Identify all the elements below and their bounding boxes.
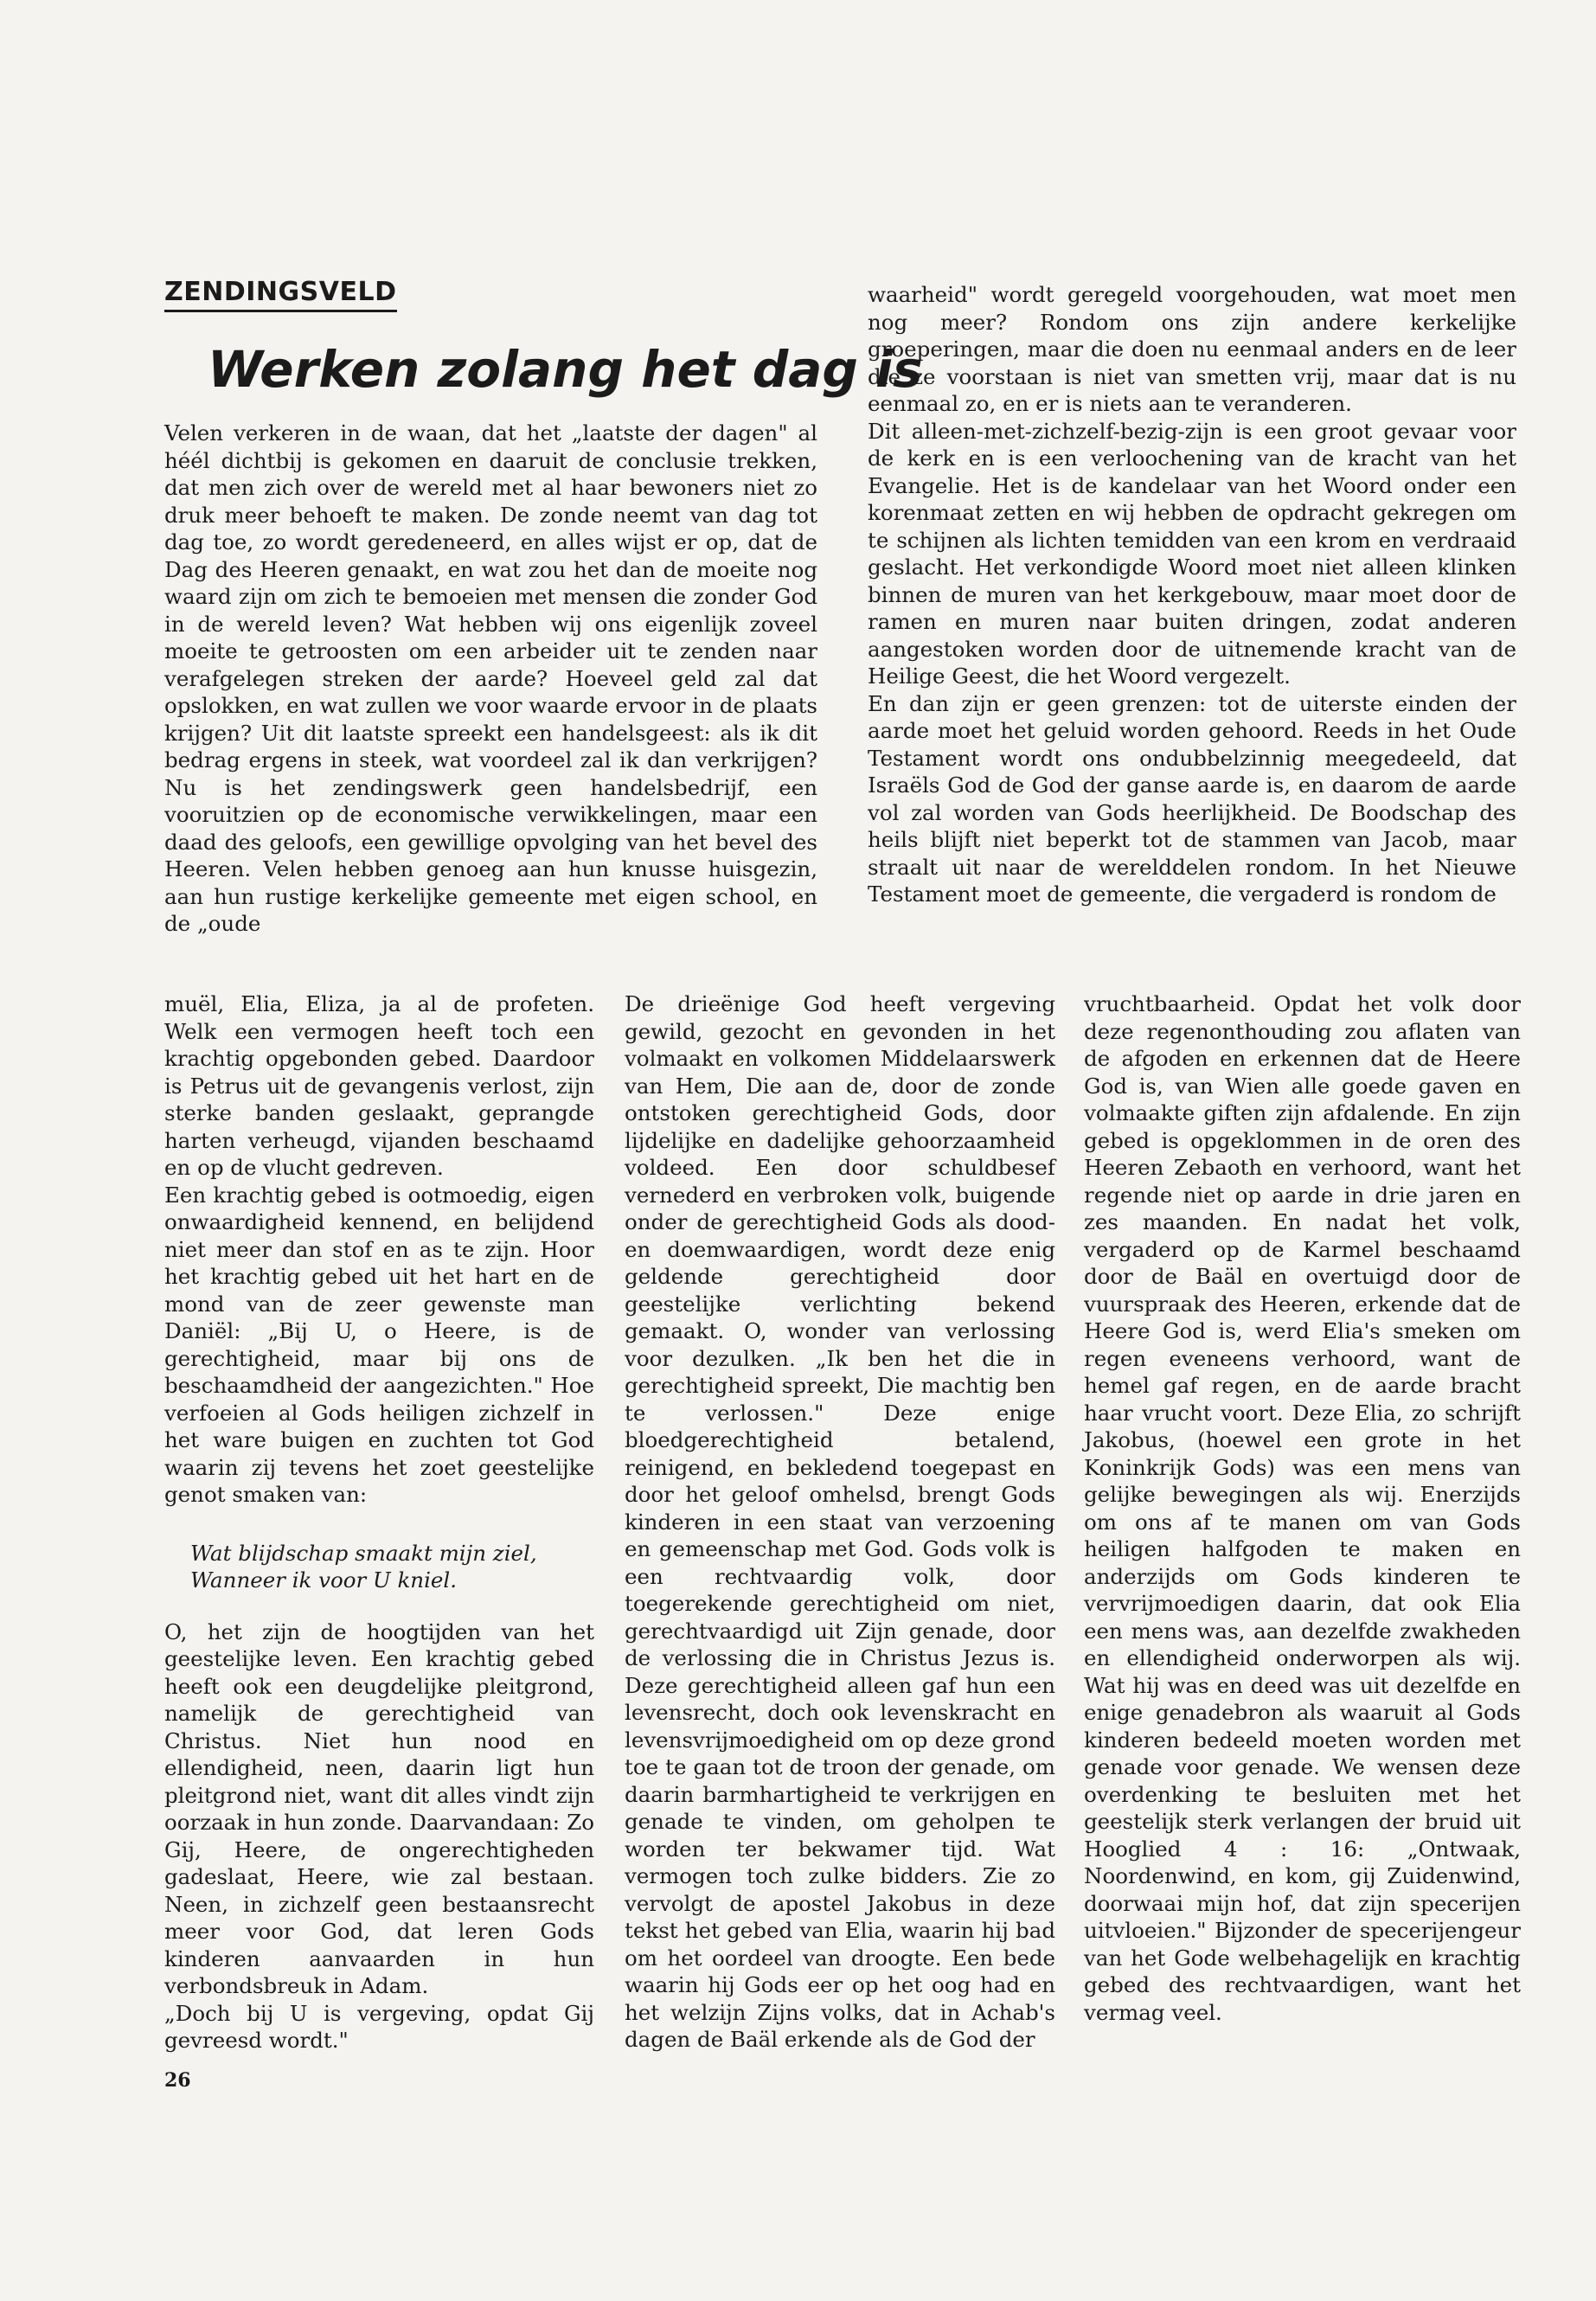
paragraph: vruchtbaarheid. Opdat het volk door deze regenonthouding zou aflaten van de afgoden en erkennen dat de Heere God is, van Wien alle goede gaven en volmaakte giften zijn afdalende. En zijn gebed is opgeklommen in de oren des Heeren Zebaoth en verhoord, want het regende niet op aarde in drie jaren en zes maanden. En nadat het volk, vergaderd op de Karmel beschaamd door de Baäl en overtuigd door de vuurspraak des Heeren, erkende dat de Heere God is, werd Elia's smeken om regen eveneens verhoord, want de hemel gaf regen, en de aarde bracht haar vrucht voort. Deze Elia, zo schrijft Jakobus, (hoewel een grote in het Koninkrijk Gods) was een mens van gelijke bewegingen als wij. Enerzijds om ons af te manen om van Gods heiligen halfgoden te maken en anderzijds om Gods kinderen te vervrijmoedigen daarin, dat ook Elia een mens was, aan dezelfde zwakheden en ellendigheid onderworpen als wij. Wat hij was en deed was uit dezelfde en enige genadebron als waaruit al Gods kinderen bedeeld moeten worden met genade voor genade. We wensen deze overdenking te besluiten met het geestelijk sterk verlangen der bruid uit Hooglied 4 : 16: „Ontwaak, Noordenwind, en kom, gij Zuidenwind, doorwaai mijn hof, dat zijn specerijen uitvloeien." Bijzonder de specerijengeur van het Gode welbehagelijk en krachtig gebed des rechtvaardigen, want het vermag veel.	[1084, 991, 1521, 2025]
poem-line: Wanneer ik voor U kniel.	[190, 1567, 458, 1593]
page-number: 26	[164, 2069, 191, 2092]
article-title: Werken zolang het dag is	[208, 340, 923, 399]
intro-column-right	[868, 281, 1516, 908]
poem-quote	[190, 1540, 594, 1594]
paragraph: Een krachtig gebed is ootmoedig, eigen onwaardigheid kennend, en belijdend niet meer dan stof en as te zijn. Hoor het krachtig gebed uit het hart en de mond van de zeer gewenste man Daniël: „Bij U, o Heere, is de gerechtigheid, maar bij ons de beschaamdheid der aangezichten." Hoe verfoeien al Gods heiligen zichzelf in het ware buigen en zuchten tot God waarin zij tevens het zoet geestelijke genot smaken van:	[164, 1182, 594, 1507]
intro-column	[164, 420, 817, 938]
paragraph: En dan zijn er geen grenzen: tot de uiterste einden der aarde moet het geluid worden gehoord. Reeds in het Oude Testament wordt ons ondubbelzinnig meegedeeld, dat Israëls God de God der ganse aarde is, en daarom de aarde vol zal worden van Gods heerlijkheid. De Boodschap des heils blijft niet beperkt tot de stammen van Jacob, maar straalt uit naar de werelddelen rondom. In het Nieuwe Testament moet de gemeente, die vergaderd is rondom de	[868, 690, 1516, 907]
paragraph: waarheid" wordt geregeld voorgehouden, wat moet men nog meer? Rondom ons zijn andere kerkelijke groeperingen, maar die doen nu eenmaal anders en de leer die ze voorstaan is niet van smetten vrij, maar dat is nu eenmaal zo, en er is niets aan te veranderen.	[868, 282, 1516, 416]
paragraph: De drieënige God heeft vergeving gewild, gezocht en gevonden in het volmaakt en volkomen Middelaarswerk van Hem, Die aan de, door de zonde ontstoken gerechtigheid Gods, door lijdelijke en dadelijke gehoorzaamheid voldeed. Een door schuldbesef vernederd en verbroken volk, buigende onder de gerechtigheid Gods als dood- en doemwaardigen, wordt deze enig geldende gerechtigheid door geestelijke verlichting bekend gemaakt. O, wonder van verlossing voor dezulken. „Ik ben het die in gerechtigheid spreekt, Die machtig ben te verlossen." Deze enige bloedgerechtigheid betalend, reinigend, en bekledend toegepast en door het geloof omhelsd, brengt Gods kinderen in een staat van verzoening en gemeenschap met God. Gods volk is een rechtvaardig volk, door toegerekende gerechtigheid om niet, gerechtvaardigd uit Zijn genade, door de verlossing die in Christus Jezus is. Deze gerechtigheid alleen gaf hun een levensrecht, doch ook levenskracht en levensvrijmoedigheid om op deze grond toe te gaan tot de troon der genade, om daarin barmhartigheid te verkrijgen en genade te vinden, om geholpen te worden ter bekwamer tijd. Wat vermogen toch zulke bidders. Zie zo vervolgt de apostel Jakobus in deze tekst het gebed van Elia, waarin hij bad om het oordeel van droogte. Een bede waarin hij Gods eer op het oog had en het welzijn Zijns volks, dat in Achab's dagen de Baäl erkende als de God der	[625, 991, 1055, 2052]
paragraph: „Doch bij U is vergeving, opdat Gij gevreesd wordt."	[164, 2000, 594, 2053]
body-column-1	[164, 990, 594, 2054]
body-column-2	[625, 990, 1055, 2054]
body-column-3	[1084, 990, 1521, 2026]
section-label: ZENDINGSVELD	[164, 275, 397, 312]
paragraph: muël, Elia, Eliza, ja al de profeten. Welk een vermogen heeft toch een krachtig opgebonden gebed. Daardoor is Petrus uit de gevangenis verlost, zijn sterke banden geslaakt, geprangde harten verheugd, vijanden beschaamd en op de vlucht gedreven.	[164, 991, 594, 1180]
intro-paragraph: Velen verkeren in de waan, dat het „laatste der dagen" al héél dichtbij is gekomen en daaruit de conclusie trekken, dat men zich over de wereld met al haar bewoners niet zo druk meer behoeft te maken. De zonde neemt van dag tot dag toe, zo wordt geredeneerd, en alles wijst er op, dat de Dag des Heeren genaakt, en wat zou het dan de moeite nog waard zijn om zich te bemoeien met mensen die zonder God in de wereld leven? Wat hebben wij ons eigenlijk zoveel moeite te getroosten om een arbeider uit te zenden naar verafgelegen streken der aarde? Hoeveel geld zal dat opslokken, en wat zullen we voor waarde ervoor in de plaats krijgen? Uit dit laatste spreekt een handelsgeest: als ik dit bedrag ergens in steek, wat voordeel zal ik dan verkrijgen? Nu is het zendingswerk geen handelsbedrijf, een vooruitzien op de economische verwikkelingen, maar een daad des geloofs, een gewillige opvolging van het bevel des Heeren. Velen hebben genoeg aan hun knusse huisgezin, aan hun rustige kerkelijke gemeente met eigen school, en de „oude	[164, 420, 817, 936]
paragraph: O, het zijn de hoogtijden van het geestelijke leven. Een krachtig gebed heeft ook een deugdelijke pleitgrond, namelijk de gerechtigheid van Christus. Niet hun nood en ellendigheid, neen, daarin ligt hun pleitgrond niet, want dit alles vindt zijn oorzaak in hun zonde. Daarvandaan: Zo Gij, Heere, de ongerechtigheden gadeslaat, Heere, wie zal bestaan. Neen, in zichzelf geen bestaansrecht meer voor God, dat leren Gods kinderen aanvaarden in hun verbondsbreuk in Adam.	[164, 1618, 594, 1998]
poem-line: Wat blijdschap smaakt mijn ziel,	[190, 1540, 537, 1566]
paragraph: Dit alleen-met-zichzelf-bezig-zijn is een groot gevaar voor de kerk en is een verloochening van de kracht van het Evangelie. Het is de kandelaar van het Woord onder een korenmaat zetten en wij hebben de opdracht gekregen om te schijnen als lichten temidden van een krom en verdraaid geslacht. Het verkondigde Woord moet niet alleen klinken binnen de muren van het kerkgebouw, maar moet door de ramen en muren naar buiten dringen, zodat anderen aangestoken worden door de uitnemende kracht van de Heilige Geest, die het Woord vergezelt.	[868, 418, 1516, 689]
